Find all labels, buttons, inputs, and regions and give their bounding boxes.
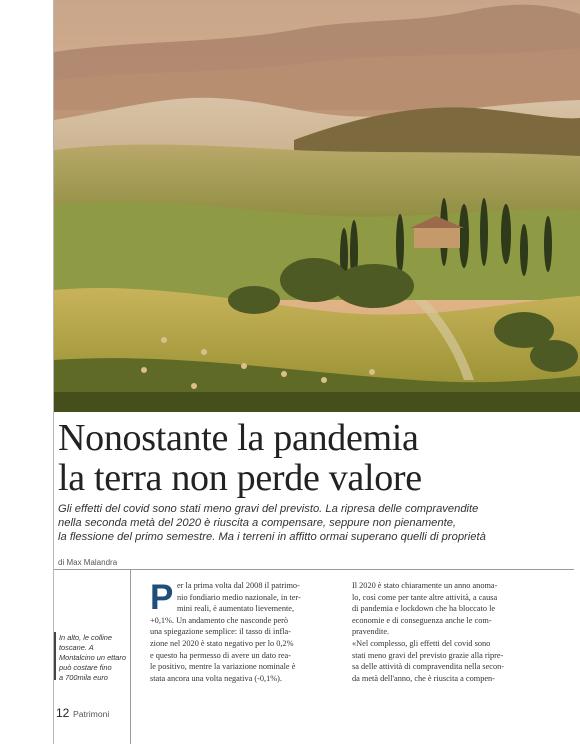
body-line: una spiegazione semplice: il tasso di infla- — [150, 627, 292, 637]
caption-column-divider — [130, 569, 131, 744]
headline-line-2: la terra non perde valore — [58, 457, 422, 499]
body-line: «Nel complesso, gli effetti del covid sono — [352, 638, 491, 648]
body-line: stata ancora una volta negativa (-0,1%). — [150, 673, 283, 683]
article-deck — [58, 502, 576, 544]
deck-line-2: nella seconda metà del 2020 è riuscita a compensare, seppure non pienamente, — [58, 517, 457, 529]
body-line: e questo ha permesso di avere un dato rea- — [150, 650, 291, 660]
body-line: zione nel 2020 è stato negativo per lo 0,2% — [150, 638, 294, 648]
deck-line-1: Gli effetti del covid sono stati meno gravi del previsto. La ripresa delle compravendite — [58, 503, 479, 515]
body-line: mini reali, è aumentato lievemente, — [177, 604, 295, 614]
body-line: pravendite. — [352, 627, 390, 637]
body-line: sa delle attività di compravendita nella secon- — [352, 662, 505, 672]
photo-caption — [59, 633, 129, 683]
page-number: 12 — [56, 706, 70, 720]
section-name: Patrimoni — [73, 709, 110, 719]
landscape-photo-icon — [54, 0, 580, 412]
body-line: lo, così come per tante altre attività, a causa — [352, 592, 498, 602]
body-line: +0,1%. Un andamento che nasconde però — [150, 615, 289, 625]
deck-line-3: la flessione del primo semestre. Ma i terreni in affitto ormai superano quelli di proprietà — [58, 531, 486, 543]
body-line: er la prima volta dal 2008 il patrimo- — [177, 581, 300, 590]
body-line: stati meno gravi del previsto grazie alla ripre- — [352, 650, 504, 660]
body-line: Il 2020 è stato chiaramente un anno anoma- — [352, 581, 498, 590]
caption-line-5: a 700mila euro — [59, 673, 108, 682]
caption-line-1: In alto, le colline — [59, 633, 112, 642]
caption-marker — [54, 632, 56, 680]
body-line: nio fondiario medio nazionale, in ter- — [177, 592, 301, 602]
headline-line-1: Nonostante la pandemia — [58, 417, 419, 459]
article-headline — [58, 418, 573, 498]
byline: di Max Malandra — [58, 558, 118, 567]
body-line: economie e di conseguenza anche le com- — [352, 615, 492, 625]
caption-line-3: Montalcino un ettaro — [59, 653, 126, 662]
caption-line-2: toscane. A — [59, 643, 94, 652]
body-column-2 — [352, 580, 532, 684]
body-line: da metà dell'anno, che è riuscita a compen- — [352, 673, 495, 683]
body-line: di pandemia e lockdown che ha bloccato le — [352, 604, 496, 614]
body-column-1 — [150, 580, 330, 684]
drop-cap: P — [150, 578, 174, 617]
caption-line-4: può costare fino — [59, 663, 112, 672]
body-line: le positivo, mentre la variazione nominale è — [150, 662, 296, 672]
body-top-rule — [54, 569, 574, 570]
tuscan-hills-photo — [54, 0, 580, 412]
